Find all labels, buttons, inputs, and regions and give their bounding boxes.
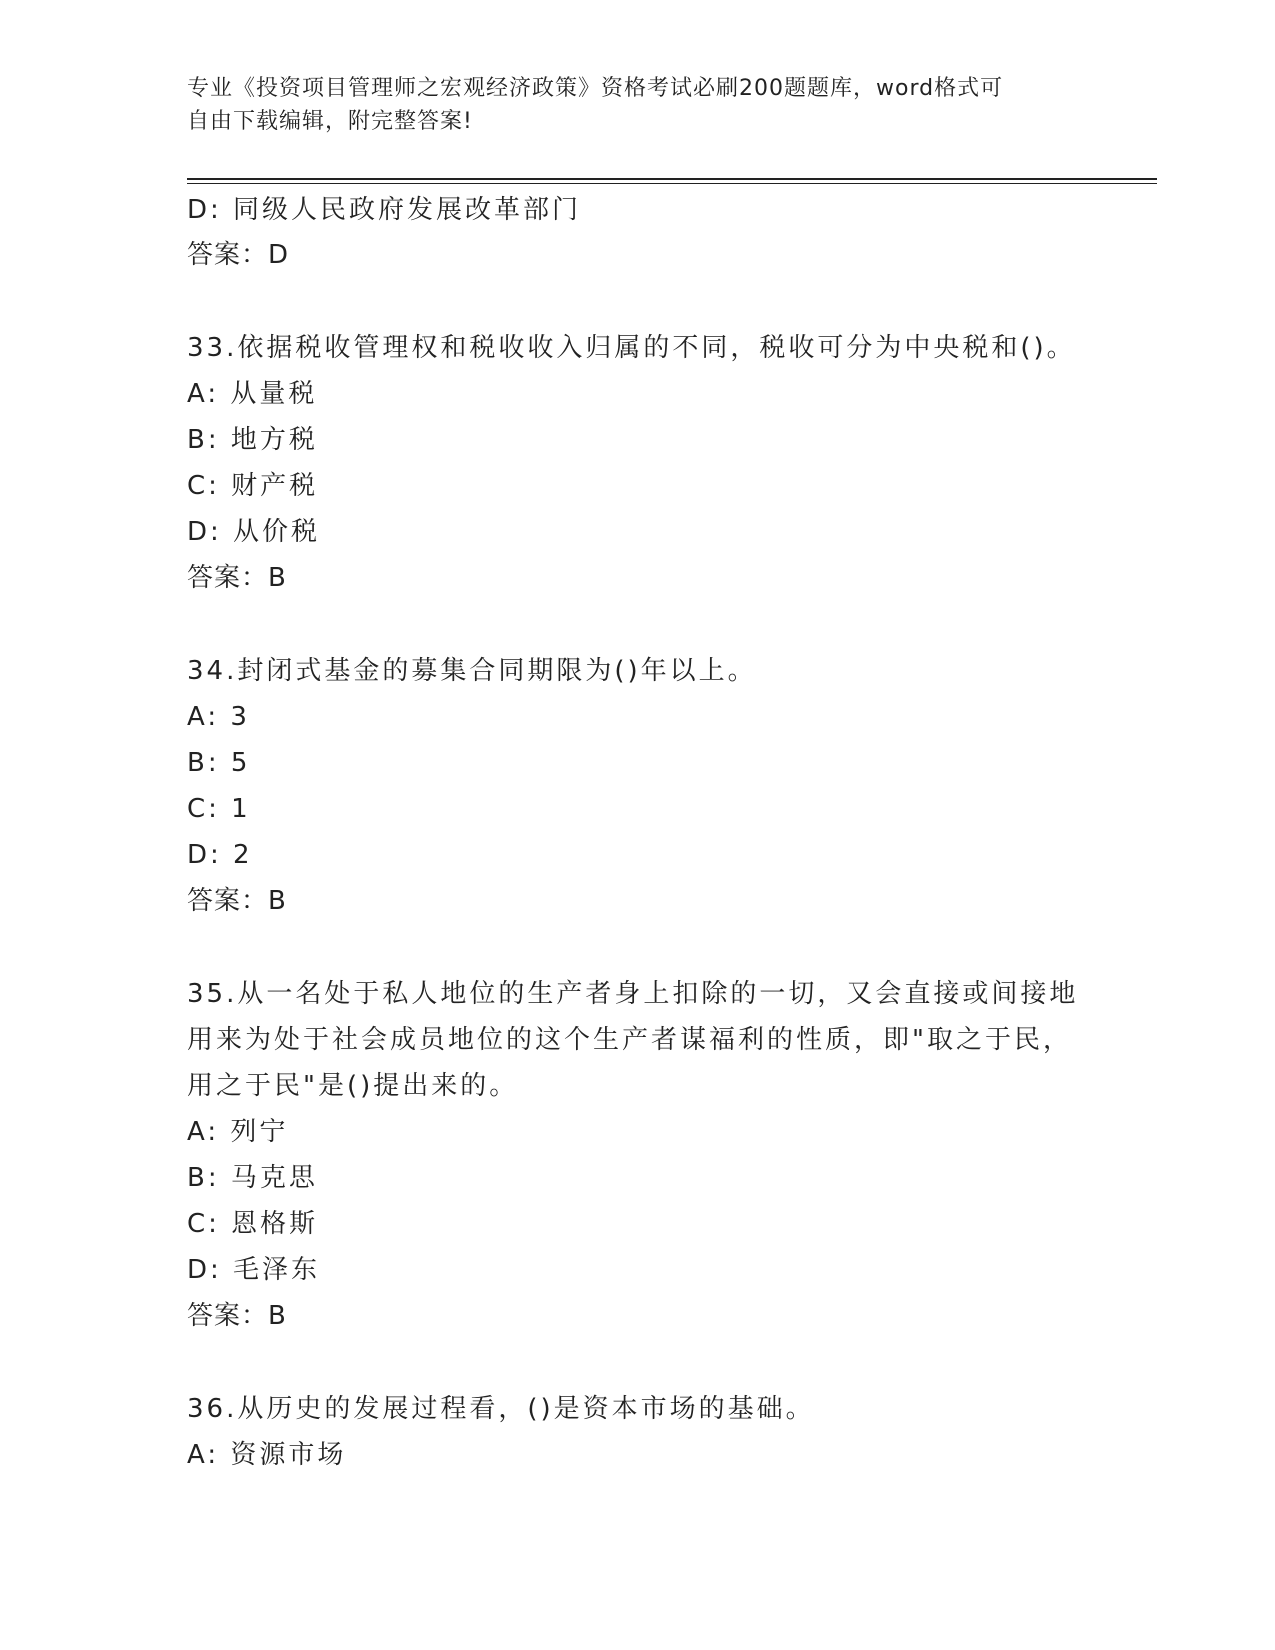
option-a: A: 3 xyxy=(187,702,250,732)
option-a: A: 从量税 xyxy=(187,379,318,409)
header-line-2: 自由下载编辑，附完整答案! xyxy=(187,109,473,134)
question-stem: 36.从历史的发展过程看，()是资本市场的基础。 xyxy=(187,1394,815,1424)
option-d: D: 同级人民政府发展改革部门 xyxy=(187,195,582,225)
question-34 xyxy=(187,648,1157,924)
question-33 xyxy=(187,325,1157,601)
question-stem-line-2: 用来为处于社会成员地位的这个生产者谋福利的性质，即"取之于民， xyxy=(187,1025,1072,1055)
answer-line: 答案：D xyxy=(187,240,290,270)
option-c: C: 财产税 xyxy=(187,471,319,501)
carry-over-block xyxy=(187,188,1157,278)
question-35 xyxy=(187,971,1157,1339)
answer-line: 答案：B xyxy=(187,1301,287,1331)
option-d: D: 毛泽东 xyxy=(187,1255,321,1285)
answer-line: 答案：B xyxy=(187,886,287,916)
question-stem-line-3: 用之于民"是()提出来的。 xyxy=(187,1071,519,1101)
answer-line: 答案：B xyxy=(187,563,287,593)
question-stem: 33.依据税收管理权和税收收入归属的不同，税收可分为中央税和()。 xyxy=(187,333,1076,363)
option-d: D: 2 xyxy=(187,840,253,870)
option-c: C: 恩格斯 xyxy=(187,1209,319,1239)
header-line-1: 专业《投资项目管理师之宏观经济政策》资格考试必刷200题题库，word格式可 xyxy=(187,76,1004,101)
question-list xyxy=(187,188,1157,1478)
question-stem-line-1: 35.从一名处于私人地位的生产者身上扣除的一切，又会直接或间接地 xyxy=(187,979,1079,1009)
option-c: C: 1 xyxy=(187,794,251,824)
option-b: B: 马克思 xyxy=(187,1163,318,1193)
option-b: B: 5 xyxy=(187,748,251,778)
option-a: A: 列宁 xyxy=(187,1117,289,1147)
option-a: A: 资源市场 xyxy=(187,1440,347,1470)
option-b: B: 地方税 xyxy=(187,425,318,455)
question-stem: 34.封闭式基金的募集合同期限为()年以上。 xyxy=(187,656,757,686)
option-d: D: 从价税 xyxy=(187,517,321,547)
document-header xyxy=(187,72,1087,138)
header-divider xyxy=(187,178,1157,184)
question-36 xyxy=(187,1386,1157,1478)
